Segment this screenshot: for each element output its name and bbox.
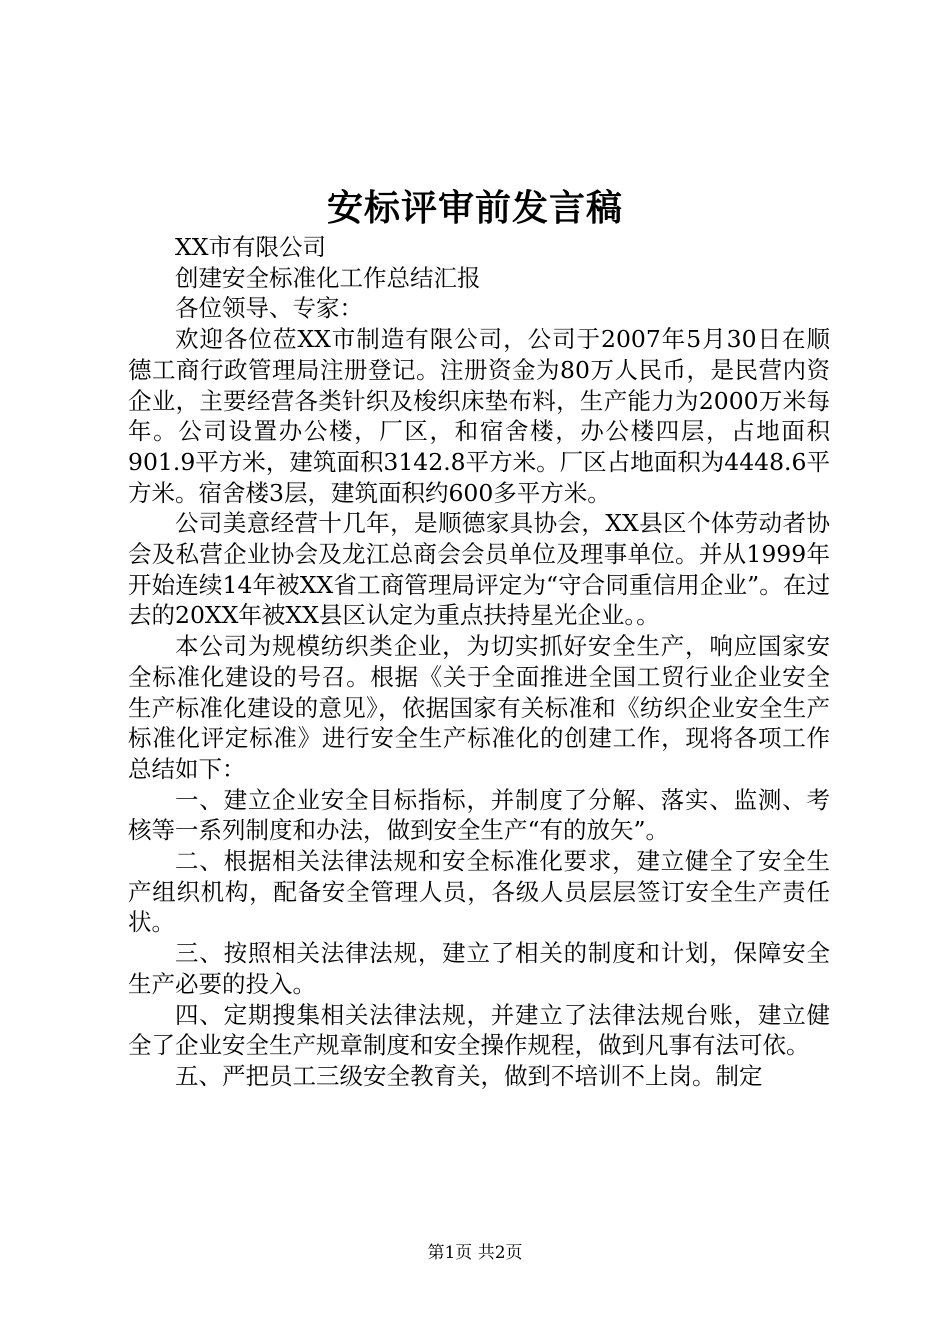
paragraph-item-5: 五、严把员工三级安全教育关，做到不培训不上岗。制定	[175, 1061, 763, 1090]
company-name-line: XX市有限公司	[175, 233, 326, 261]
paragraph-item-4: 四、定期搜集相关法律法规，并建立了法律法规台账，建立健全了企业安全生产规章制度和安全操作规程，做到凡事有法可依。	[128, 1000, 830, 1060]
page-footer: 第1页 共2页	[427, 1243, 523, 1263]
salutation-line: 各位领导、专家：	[175, 294, 363, 323]
paragraph-item-1: 一、建立企业安全目标指标，并制度了分解、落实、监测、考核等一系列制度和办法，做到安全生产“有的放矢”。	[128, 785, 830, 845]
report-subtitle-line: 创建安全标准化工作总结汇报	[175, 263, 481, 292]
document-body	[128, 232, 830, 1092]
paragraph-item-2: 二、根据相关法律法规和安全标准化要求，建立健全了安全生产组织机构，配备安全管理人员，各级人员层层签订安全生产责任状。	[128, 847, 830, 937]
paragraph-item-3: 三、按照相关法律法规，建立了相关的制度和计划，保障安全生产必要的投入。	[128, 939, 830, 998]
paragraph-company-intro: 欢迎各位莅XX市制造有限公司，公司于2007年5月30日在顺德工商行政管理局注册登记。注册资金为80万人民币，是民营内资企业，主要经营各类针织及梭织床垫布料，生产能力为2000万米每年。公司设置办公楼，厂区，和宿舍楼，办公楼四层，占地面积901.9平方米，建筑面积3142.8平方米。厂区占地面积为4448.6平方米。宿舍楼3层，建筑面积约600多平方米。	[128, 325, 830, 507]
paragraph-company-history: 公司美意经营十几年，是顺德家具协会，XX县区个体劳动者协会及私营企业协会及龙江总商会会员单位及理事单位。并从1999年开始连续14年被XX省工商管理局评定为“守合同重信用企业”。在过去的20XX年被XX县区认定为重点扶持星光企业。。	[128, 509, 830, 630]
page-title: 安标评审前发言稿	[326, 187, 623, 229]
paragraph-standardization-purpose: 本公司为规模纺织类企业，为切实抓好安全生产，响应国家安全标准化建设的号召。根据《关于全面推进全国工贸行业企业安全生产标准化建设的意见》，依据国家有关标准和《纺织企业安全生产标准化评定标准》进行安全生产标准化的创建工作，现将各项工作总结如下：	[128, 632, 830, 783]
